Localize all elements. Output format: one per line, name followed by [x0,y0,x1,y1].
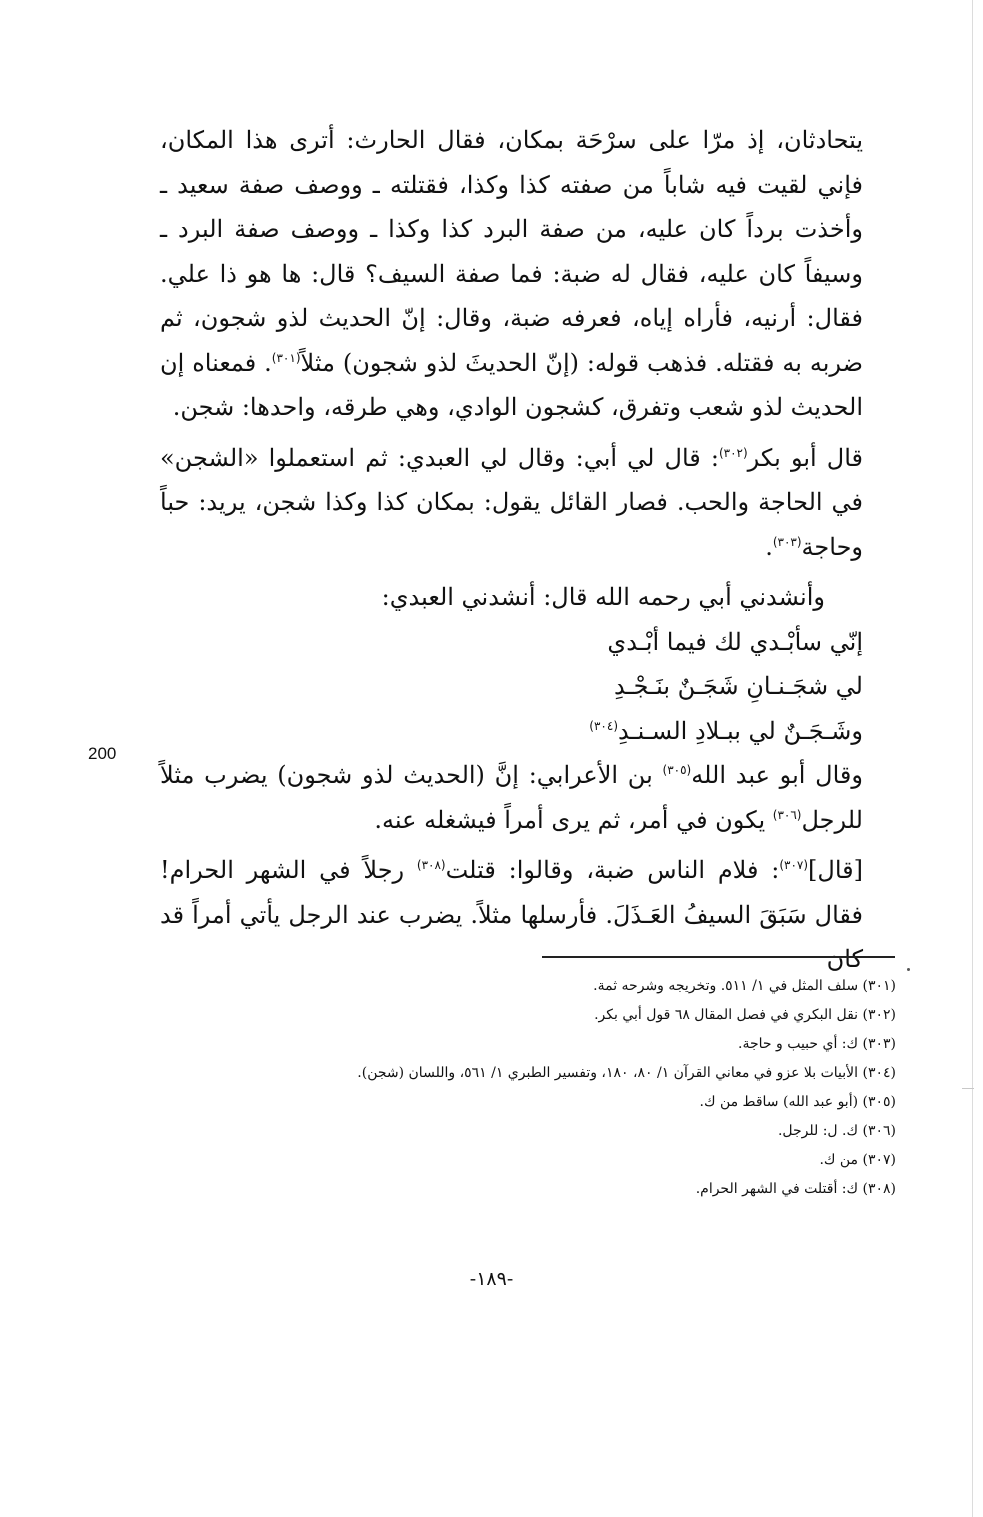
verse-line-3 [563,709,863,754]
paragraph-2-text-b: : قال لي أبي: وقال لي العبدي: ثم استعملوا «الشجن» في الحاجة والحب. فصار القائل يقول: بمكان كذا وكذا شجن، يريد: حباً وحاجة [160,443,863,561]
margin-page-number: 200 [88,744,117,763]
footnote-305: (٣٠٥) (أبو عبد الله) ساقط من ك. [699,1094,896,1110]
paragraph-3-text-c: يكون في أمر، ثم يرى أمراً فيشغله عنه. [374,805,773,834]
paragraph-4 [160,848,863,982]
verse-line-2: لي شجَـنـانِ شَجَـنٌ بنَـجْـدِ [613,672,863,700]
page-number: -١٨٩- [469,1268,514,1290]
paragraph-1 [160,118,863,430]
page-edge-tick [962,1088,974,1089]
footnote-308: (٣٠٨) ك: أقتلت في الشهر الحرام. [695,1181,896,1197]
footnote-ref-305[interactable]: (٣٠٥) [662,763,692,777]
footnotes [250,972,896,1204]
footnote-ref-301[interactable]: (٣٠١) [271,350,301,365]
footnote-302: (٣٠٢) نقل البكري في فصل المقال ٦٨ قول أبي بكر. [594,1007,896,1023]
paragraph-2-text-a: قال أبو بكر [747,443,864,472]
footnote-ref-308[interactable]: (٣٠٨) [416,858,446,872]
paragraph-2 [160,436,863,570]
paragraph-1-text: يتحادثان، إذ مرّا على سرْحَة بمكان، فقال الحارث: أترى هذا المكان، فإني لقيت فيه شاباً من صفته كذا وكذا، فقتلته ـ ووصف صفة سعيد ـ وأخذت برداً كان عليه، من صفة البرد كذا وكذا ـ ووصف صفة البرد ـ وسيفاً كان عليه، فقال له ضبة: فما صفة السيف؟ قال: ها هو ذا علي. فقال: أرنيه، فأراه إياه، فعرفه ضبة، وقال: إنّ الحديث لذو شجون، ثم ضربه به فقتله. فذهب قوله: (إنّ الحديثَ لذو شجون) مثلاً [160,126,864,377]
paragraph-4-text-a: [قال] [808,856,863,884]
footnote-303: (٣٠٣) ك: أي حبيب و حاجة. [738,1036,896,1052]
verse-block [563,620,863,754]
footnote-ref-306[interactable]: (٣٠٦) [772,807,802,822]
footnote-301: (٣٠١) سلف المثل في ١/ ٥١١. وتخريجه وشرحه ثمة. [593,978,896,994]
footnote-ref-304[interactable]: (٣٠٤) [589,718,619,733]
paragraph-4-text-c: رجلاً في الشهر الحرام! فقال سَبَقَ السيفُ العَـذَلَ. فأرسلها مثلاً. يضرب عند الرجل يأتي أمراً قد كان [160,856,863,973]
footnote-divider [542,956,895,958]
footnote-ref-307[interactable]: (٣٠٧) [779,858,809,872]
paragraph-3-text-a: وقال أبو عبد الله [691,761,863,789]
paragraph-3 [160,753,863,842]
footnote-ref-303[interactable]: (٣٠٣) [772,534,802,549]
paragraph-3-text-b: بن الأعرابي: إنَّ (الحديث لذو شجون) يضرب مثلاً للرجل [160,761,863,834]
main-text [160,118,863,982]
footnote-ref-302[interactable]: (٣٠٢) [718,445,748,460]
footnote-304: (٣٠٤) الأبيات بلا عزو في معاني القرآن ١/ ٨٠، ١٨٠، وتفسير الطبري ١/ ٥٦١، واللسان (شجن). [357,1065,896,1081]
footnote-306: (٣٠٦) ك. ل: للرجل. [777,1123,896,1139]
paragraph-2-text-c: . [765,532,773,561]
verse-intro: وأنشدني أبي رحمه الله قال: أنشدني العبدي: [381,583,825,611]
footnote-307: (٣٠٧) من ك. [819,1152,896,1168]
paragraph-1-tail: . فمعناه إن الحديث لذو شعب وتفرق، كشجون الوادي، وهي طرقه، واحدها: شجن. [160,348,863,421]
verse-line-1: إنّي سأبْـدي لك فيما أبْـدي [607,627,863,656]
verse-line-3-text: وشَـجَـنٌ لي ببـلادِ السـنـدِ [618,716,863,745]
scan-dot [907,968,910,971]
paragraph-4-text-b: : فلام الناس ضبة، وقالوا: قتلت [445,856,780,884]
